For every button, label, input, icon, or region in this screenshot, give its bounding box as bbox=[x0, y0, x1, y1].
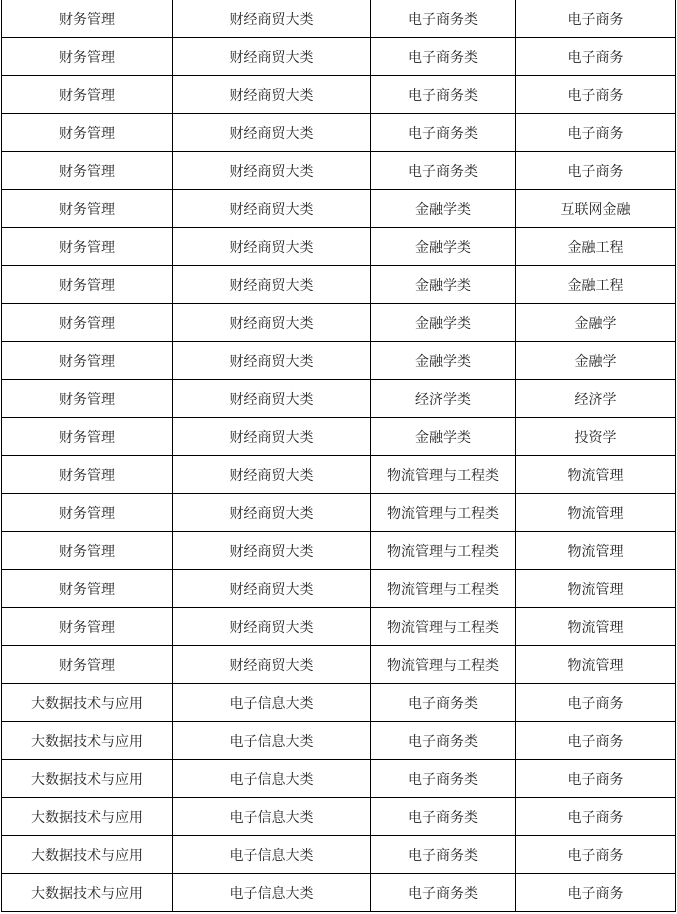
vocational-major-cell: 大数据技术与应用 bbox=[2, 684, 173, 722]
undergraduate-major-cell: 电子商务 bbox=[516, 836, 676, 874]
undergraduate-discipline-cell: 物流管理与工程类 bbox=[371, 570, 516, 608]
table-row bbox=[2, 38, 676, 76]
table-row bbox=[2, 152, 676, 190]
table-row bbox=[2, 418, 676, 456]
vocational-major-cell: 财务管理 bbox=[2, 342, 173, 380]
table-row bbox=[2, 646, 676, 684]
vocational-category-cell: 电子信息大类 bbox=[173, 874, 371, 912]
vocational-major-cell: 大数据技术与应用 bbox=[2, 722, 173, 760]
undergraduate-discipline-cell: 电子商务类 bbox=[371, 0, 516, 38]
table-row bbox=[2, 0, 676, 38]
undergraduate-discipline-cell: 电子商务类 bbox=[371, 722, 516, 760]
undergraduate-major-cell: 电子商务 bbox=[516, 874, 676, 912]
table-row bbox=[2, 608, 676, 646]
undergraduate-major-cell: 物流管理 bbox=[516, 570, 676, 608]
undergraduate-major-cell: 物流管理 bbox=[516, 608, 676, 646]
undergraduate-discipline-cell: 电子商务类 bbox=[371, 760, 516, 798]
vocational-category-cell: 财经商贸大类 bbox=[173, 0, 371, 38]
vocational-major-cell: 财务管理 bbox=[2, 646, 173, 684]
undergraduate-discipline-cell: 电子商务类 bbox=[371, 76, 516, 114]
undergraduate-major-cell: 电子商务 bbox=[516, 152, 676, 190]
undergraduate-discipline-cell: 金融学类 bbox=[371, 304, 516, 342]
table-row bbox=[2, 874, 676, 912]
vocational-category-cell: 电子信息大类 bbox=[173, 684, 371, 722]
undergraduate-discipline-cell: 物流管理与工程类 bbox=[371, 532, 516, 570]
table-row bbox=[2, 304, 676, 342]
vocational-major-cell: 财务管理 bbox=[2, 418, 173, 456]
vocational-category-cell: 财经商贸大类 bbox=[173, 114, 371, 152]
vocational-major-cell: 财务管理 bbox=[2, 570, 173, 608]
table-row bbox=[2, 380, 676, 418]
vocational-category-cell: 财经商贸大类 bbox=[173, 608, 371, 646]
vocational-category-cell: 财经商贸大类 bbox=[173, 532, 371, 570]
undergraduate-discipline-cell: 经济学类 bbox=[371, 380, 516, 418]
vocational-major-cell: 大数据技术与应用 bbox=[2, 760, 173, 798]
undergraduate-major-cell: 电子商务 bbox=[516, 114, 676, 152]
major-mapping-table bbox=[1, 0, 676, 912]
vocational-major-cell: 财务管理 bbox=[2, 0, 173, 38]
undergraduate-major-cell: 金融工程 bbox=[516, 266, 676, 304]
table-row bbox=[2, 342, 676, 380]
table-row bbox=[2, 684, 676, 722]
table-row bbox=[2, 228, 676, 266]
undergraduate-major-cell: 电子商务 bbox=[516, 76, 676, 114]
undergraduate-discipline-cell: 电子商务类 bbox=[371, 684, 516, 722]
table-body bbox=[2, 0, 676, 912]
vocational-category-cell: 财经商贸大类 bbox=[173, 646, 371, 684]
vocational-major-cell: 财务管理 bbox=[2, 190, 173, 228]
undergraduate-major-cell: 经济学 bbox=[516, 380, 676, 418]
undergraduate-major-cell: 金融学 bbox=[516, 342, 676, 380]
undergraduate-discipline-cell: 物流管理与工程类 bbox=[371, 456, 516, 494]
vocational-major-cell: 大数据技术与应用 bbox=[2, 836, 173, 874]
undergraduate-major-cell: 电子商务 bbox=[516, 722, 676, 760]
undergraduate-discipline-cell: 电子商务类 bbox=[371, 38, 516, 76]
undergraduate-discipline-cell: 电子商务类 bbox=[371, 152, 516, 190]
table-row bbox=[2, 456, 676, 494]
undergraduate-discipline-cell: 电子商务类 bbox=[371, 874, 516, 912]
table-row bbox=[2, 836, 676, 874]
undergraduate-discipline-cell: 金融学类 bbox=[371, 418, 516, 456]
vocational-category-cell: 财经商贸大类 bbox=[173, 152, 371, 190]
vocational-category-cell: 财经商贸大类 bbox=[173, 380, 371, 418]
undergraduate-major-cell: 互联网金融 bbox=[516, 190, 676, 228]
undergraduate-discipline-cell: 金融学类 bbox=[371, 342, 516, 380]
vocational-major-cell: 财务管理 bbox=[2, 76, 173, 114]
undergraduate-major-cell: 电子商务 bbox=[516, 38, 676, 76]
table-row bbox=[2, 798, 676, 836]
vocational-major-cell: 大数据技术与应用 bbox=[2, 798, 173, 836]
vocational-major-cell: 财务管理 bbox=[2, 266, 173, 304]
table-row bbox=[2, 760, 676, 798]
undergraduate-discipline-cell: 金融学类 bbox=[371, 228, 516, 266]
undergraduate-major-cell: 电子商务 bbox=[516, 684, 676, 722]
table-container bbox=[1, 0, 675, 912]
undergraduate-major-cell: 电子商务 bbox=[516, 760, 676, 798]
vocational-category-cell: 财经商贸大类 bbox=[173, 76, 371, 114]
vocational-category-cell: 电子信息大类 bbox=[173, 798, 371, 836]
undergraduate-discipline-cell: 电子商务类 bbox=[371, 836, 516, 874]
undergraduate-discipline-cell: 金融学类 bbox=[371, 266, 516, 304]
vocational-category-cell: 电子信息大类 bbox=[173, 760, 371, 798]
vocational-category-cell: 财经商贸大类 bbox=[173, 304, 371, 342]
undergraduate-major-cell: 物流管理 bbox=[516, 646, 676, 684]
table-row bbox=[2, 722, 676, 760]
vocational-category-cell: 财经商贸大类 bbox=[173, 38, 371, 76]
table-row bbox=[2, 532, 676, 570]
vocational-major-cell: 财务管理 bbox=[2, 228, 173, 266]
vocational-category-cell: 财经商贸大类 bbox=[173, 418, 371, 456]
undergraduate-discipline-cell: 电子商务类 bbox=[371, 114, 516, 152]
vocational-major-cell: 财务管理 bbox=[2, 608, 173, 646]
vocational-category-cell: 财经商贸大类 bbox=[173, 266, 371, 304]
undergraduate-discipline-cell: 电子商务类 bbox=[371, 798, 516, 836]
table-row bbox=[2, 494, 676, 532]
undergraduate-major-cell: 物流管理 bbox=[516, 456, 676, 494]
vocational-category-cell: 财经商贸大类 bbox=[173, 494, 371, 532]
vocational-category-cell: 电子信息大类 bbox=[173, 722, 371, 760]
undergraduate-major-cell: 金融学 bbox=[516, 304, 676, 342]
vocational-category-cell: 财经商贸大类 bbox=[173, 456, 371, 494]
vocational-major-cell: 财务管理 bbox=[2, 38, 173, 76]
undergraduate-discipline-cell: 物流管理与工程类 bbox=[371, 646, 516, 684]
undergraduate-major-cell: 投资学 bbox=[516, 418, 676, 456]
table-row bbox=[2, 266, 676, 304]
vocational-category-cell: 财经商贸大类 bbox=[173, 342, 371, 380]
vocational-major-cell: 财务管理 bbox=[2, 304, 173, 342]
table-row bbox=[2, 190, 676, 228]
vocational-major-cell: 财务管理 bbox=[2, 380, 173, 418]
undergraduate-major-cell: 电子商务 bbox=[516, 0, 676, 38]
undergraduate-major-cell: 电子商务 bbox=[516, 798, 676, 836]
undergraduate-discipline-cell: 金融学类 bbox=[371, 190, 516, 228]
vocational-major-cell: 财务管理 bbox=[2, 152, 173, 190]
vocational-major-cell: 财务管理 bbox=[2, 494, 173, 532]
table-row bbox=[2, 76, 676, 114]
undergraduate-discipline-cell: 物流管理与工程类 bbox=[371, 494, 516, 532]
table-row bbox=[2, 114, 676, 152]
vocational-category-cell: 电子信息大类 bbox=[173, 836, 371, 874]
vocational-category-cell: 财经商贸大类 bbox=[173, 190, 371, 228]
vocational-major-cell: 财务管理 bbox=[2, 532, 173, 570]
undergraduate-major-cell: 物流管理 bbox=[516, 494, 676, 532]
vocational-major-cell: 财务管理 bbox=[2, 114, 173, 152]
vocational-major-cell: 大数据技术与应用 bbox=[2, 874, 173, 912]
undergraduate-major-cell: 金融工程 bbox=[516, 228, 676, 266]
undergraduate-major-cell: 物流管理 bbox=[516, 532, 676, 570]
vocational-major-cell: 财务管理 bbox=[2, 456, 173, 494]
vocational-category-cell: 财经商贸大类 bbox=[173, 228, 371, 266]
undergraduate-discipline-cell: 物流管理与工程类 bbox=[371, 608, 516, 646]
vocational-category-cell: 财经商贸大类 bbox=[173, 570, 371, 608]
table-row bbox=[2, 570, 676, 608]
